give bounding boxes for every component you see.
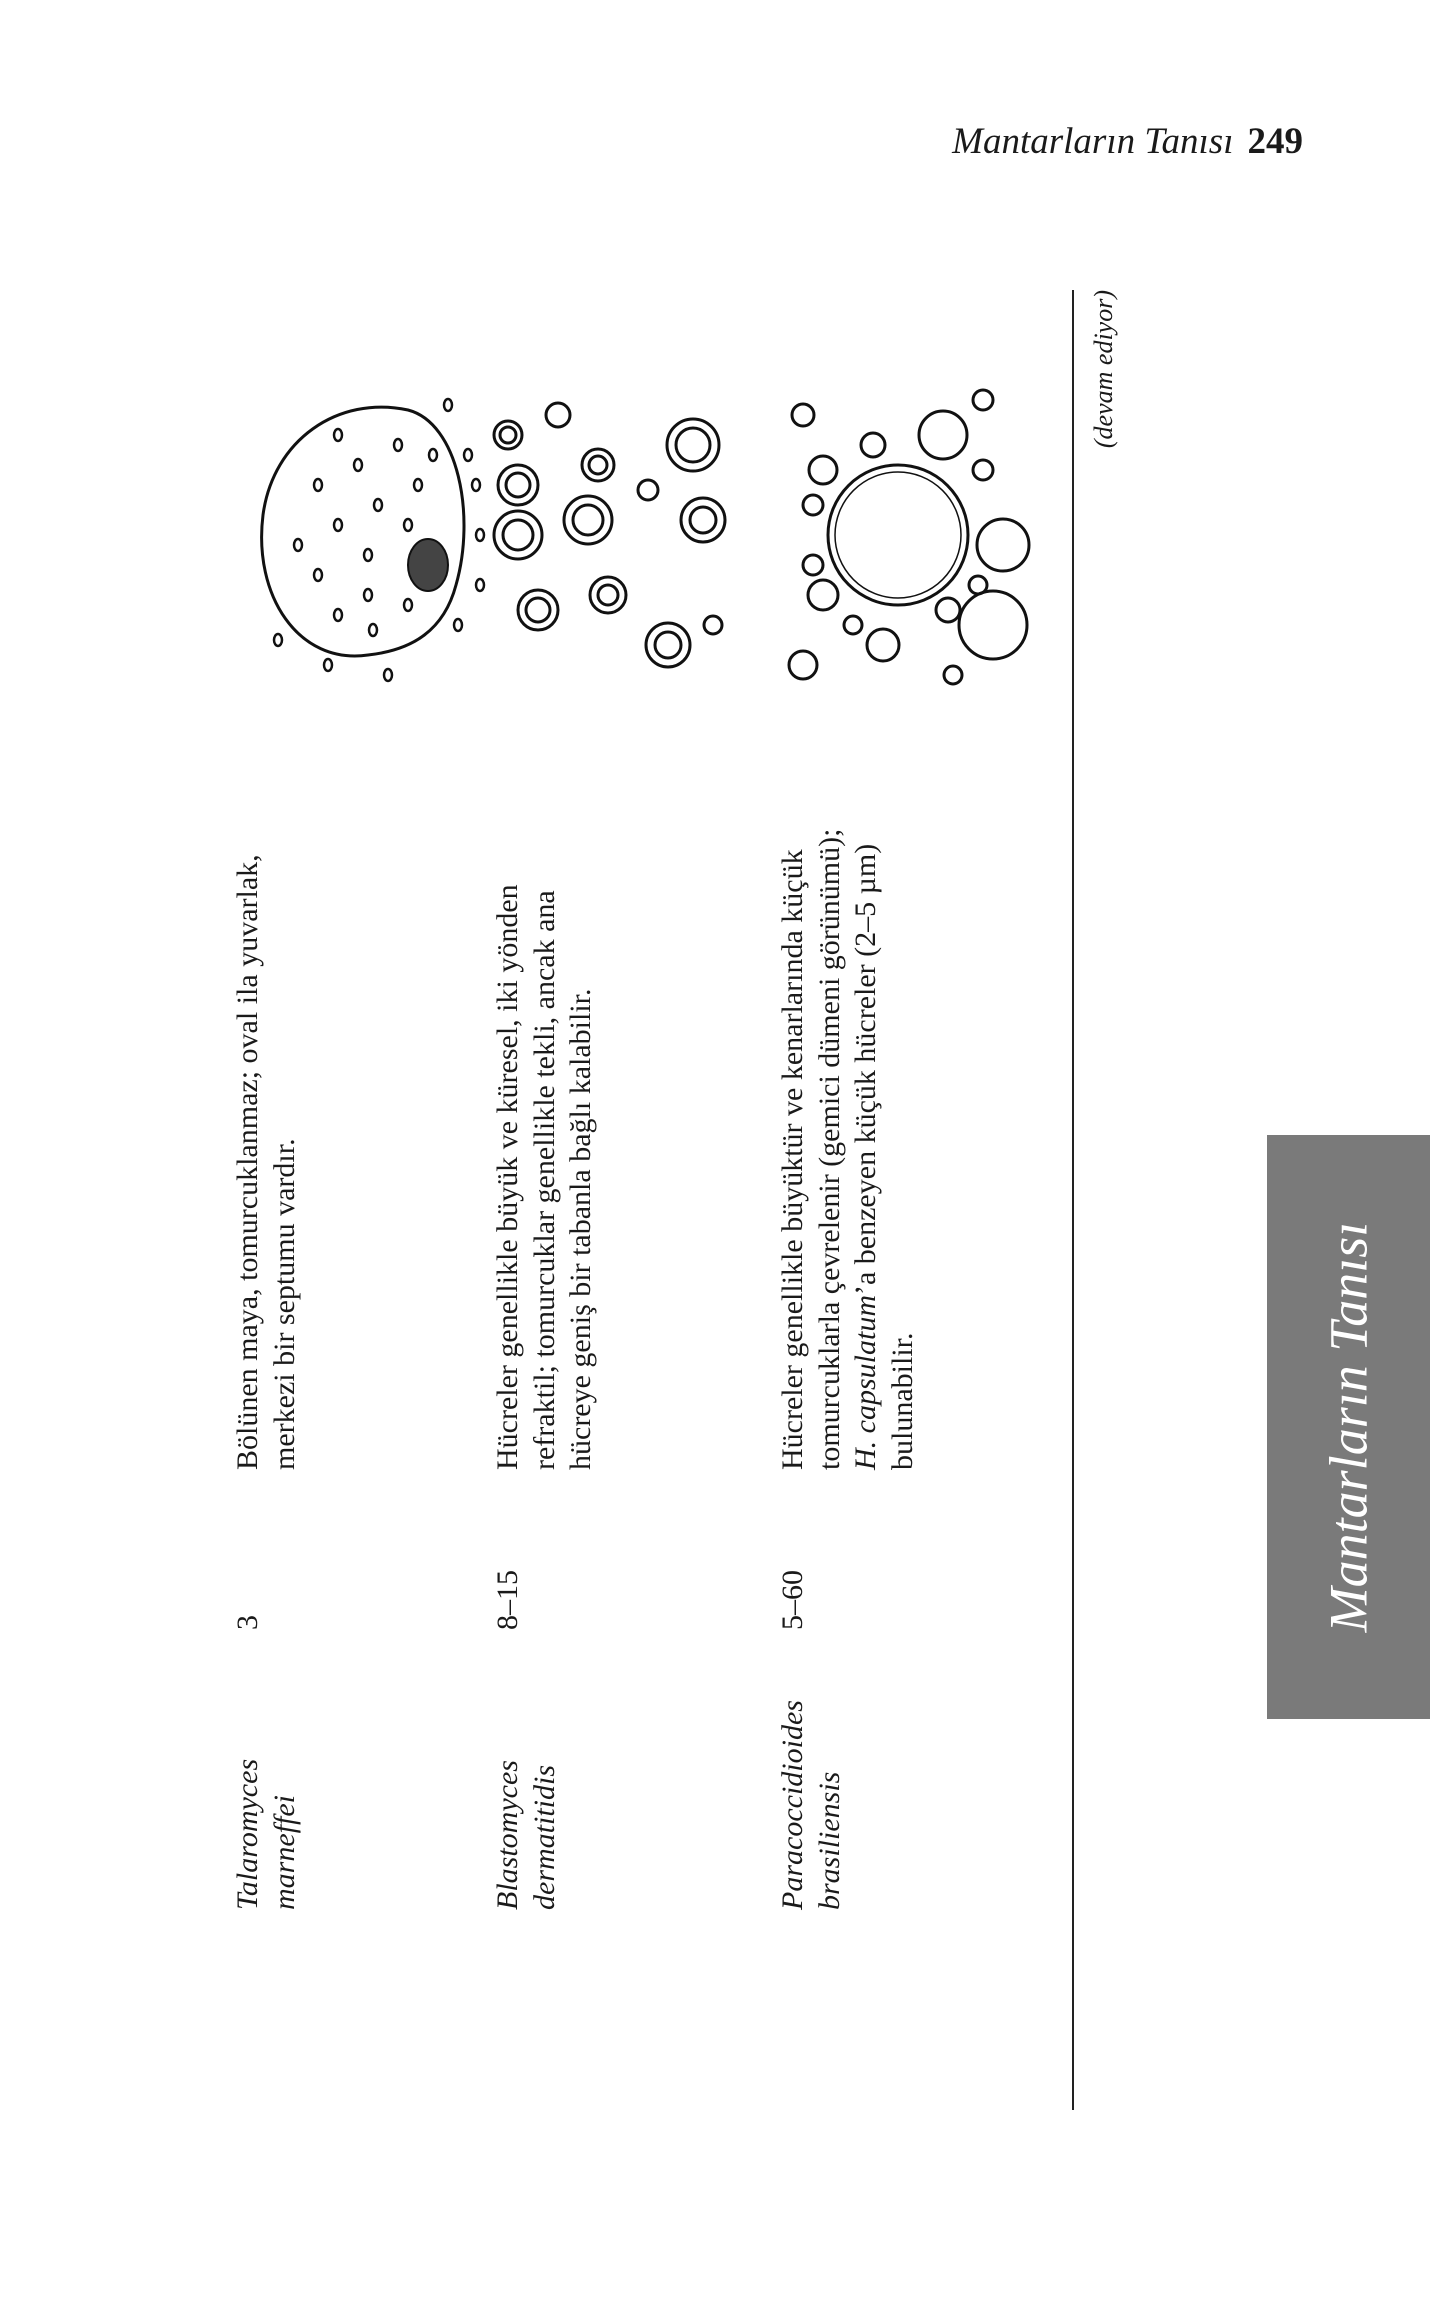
description-line: refraktil; tomurcuklar genellikle tekli, ancak ana xyxy=(527,890,561,1470)
organism-genus: Blastomyces xyxy=(491,1760,524,1910)
blastomyces-illustration xyxy=(478,385,748,685)
paracoccidioides-illustration xyxy=(763,385,1033,685)
table-row xyxy=(775,290,1075,2110)
chapter-side-tab-label: Mantarların Tanısı xyxy=(1318,1221,1379,1633)
description-line: tomurcuklarla çevrelenir (gemici dümeni görünümü); xyxy=(812,828,846,1470)
description-line: bulunabilir. xyxy=(885,1332,919,1470)
description-line: Hücreler genellikle büyük ve küresel, iki yönden xyxy=(491,884,524,1470)
description-fragment: ’a benzeyen küçük hücreler (2–5 µm) xyxy=(849,843,883,1295)
description-line: merkezi bir septumu vardır. xyxy=(267,1138,301,1470)
description xyxy=(490,710,600,1470)
table-row xyxy=(490,290,790,2110)
organism-species: dermatitidis xyxy=(527,1764,561,1910)
running-header xyxy=(952,120,1303,163)
description xyxy=(775,710,921,1470)
chapter-side-tab xyxy=(1267,1135,1430,1719)
talaromyces-illustration xyxy=(218,385,488,685)
size-value: 8–15 xyxy=(491,1570,524,1630)
organism-species: marneffei xyxy=(267,1795,301,1910)
rotated-table xyxy=(190,290,1330,2110)
size-value: 5–60 xyxy=(776,1570,809,1630)
size-value: 3 xyxy=(231,1615,264,1630)
description-line: Hücreler genellikle büyüktür ve kenarlarında küçük xyxy=(776,849,809,1470)
running-header-title: Mantarların Tanısı xyxy=(952,121,1234,162)
organism-genus: Talaromyces xyxy=(231,1758,264,1910)
page-number: 249 xyxy=(1247,121,1303,162)
continued-note: (devam ediyor) xyxy=(1089,290,1118,449)
table-bottom-rule xyxy=(1072,290,1074,2110)
organism-species: brasiliensis xyxy=(812,1771,846,1910)
organism-name xyxy=(230,1640,303,1910)
species-reference: H. capsulatum xyxy=(849,1295,883,1470)
description-line: hücreye geniş bir tabanla bağlı kalabilir. xyxy=(564,988,598,1470)
organism-genus: Paracoccidioides xyxy=(776,1700,809,1910)
organism-name xyxy=(775,1640,848,1910)
description xyxy=(230,710,303,1470)
description-line xyxy=(848,710,885,1470)
organism-name xyxy=(490,1640,563,1910)
description-line: Bölünen maya, tomurcuklanmaz; oval ila yuvarlak, xyxy=(231,854,264,1470)
